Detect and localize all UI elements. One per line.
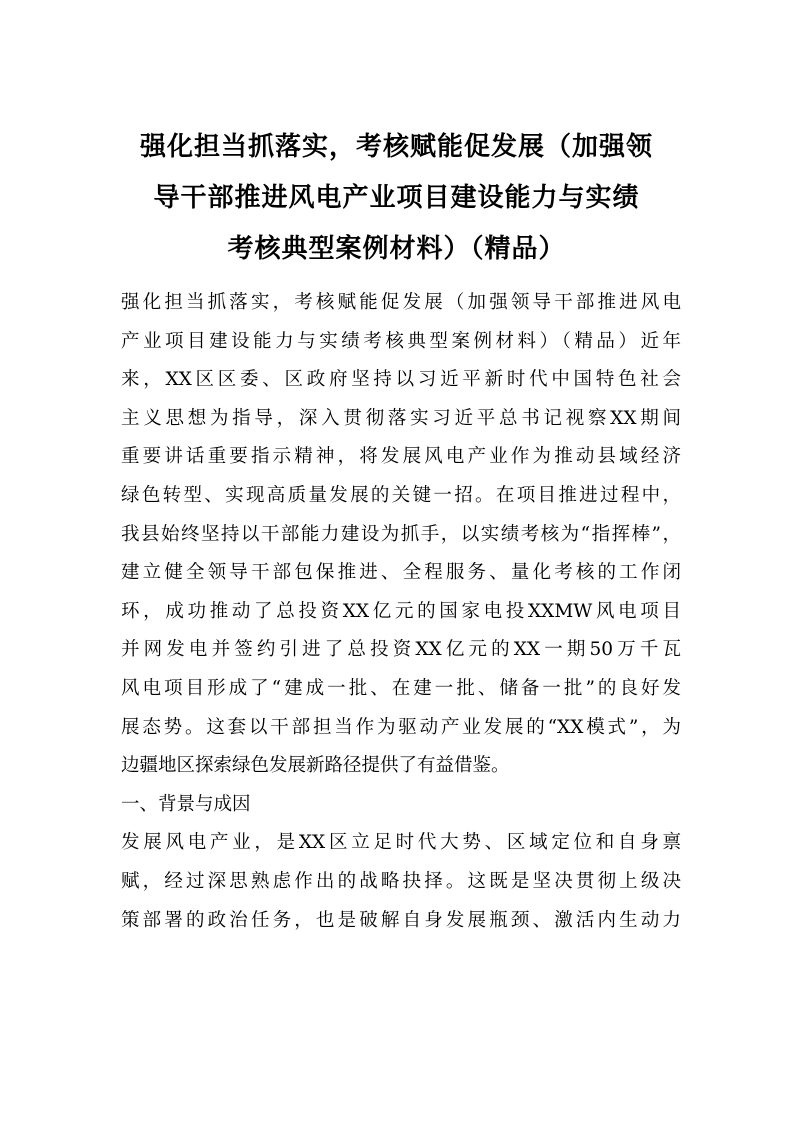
body-line: 重要讲话重要指示精神，将发展风电产业作为推动县域经济 [121, 446, 681, 468]
title-line: 导干部推进风电产业项目建设能力与实绩 [153, 183, 640, 213]
body-line: 展态势。这套以干部担当作为驱动产业发展的“XX模式”，为 [121, 716, 681, 738]
section-heading: 一、背景与成因 [121, 793, 251, 815]
body-line: 赋，经过深思熟虑作出的战略抉择。这既是坚决贯彻上级决 [121, 870, 681, 892]
document-body [121, 284, 681, 940]
body-line: 环，成功推动了总投资XX亿元的国家电投XXMW风电项目 [121, 600, 681, 622]
body-line: 边疆地区探索绿色发展新路径提供了有益借鉴。 [121, 755, 510, 777]
body-line: 策部署的政治任务，也是破解自身发展瓶颈、激活内生动力 [121, 909, 681, 931]
body-line: 发展风电产业，是XX区立足时代大势、区域定位和自身禀 [121, 832, 681, 854]
body-line: 我县始终坚持以干部能力建设为抓手，以实绩考核为“指挥棒”， [121, 523, 681, 545]
body-line: 强化担当抓落实，考核赋能促发展（加强领导干部推进风电 [121, 292, 681, 313]
body-line: 来，XX区区委、区政府坚持以习近平新时代中国特色社会 [121, 369, 681, 391]
title-line: 强化担当抓落实，考核赋能促发展（加强领 [139, 132, 653, 162]
body-line: 建立健全领导干部包保推进、全程服务、量化考核的工作闭 [121, 562, 681, 584]
body-line: 主义思想为指导，深入贯彻落实习近平总书记视察XX期间 [121, 407, 681, 429]
body-line: 产业项目建设能力与实绩考核典型案例材料）（精品）近年 [121, 330, 681, 352]
body-line: 并网发电并签约引进了总投资XX亿元的XX一期50万千瓦 [121, 639, 681, 661]
document-title [100, 122, 693, 275]
body-line: 绿色转型、实现高质量发展的关键一招。在项目推进过程中， [121, 484, 681, 506]
title-line: 考核典型案例材料）（精品） [227, 234, 566, 264]
body-line: 风电项目形成了“建成一批、在建一批、储备一批”的良好发 [121, 677, 681, 699]
